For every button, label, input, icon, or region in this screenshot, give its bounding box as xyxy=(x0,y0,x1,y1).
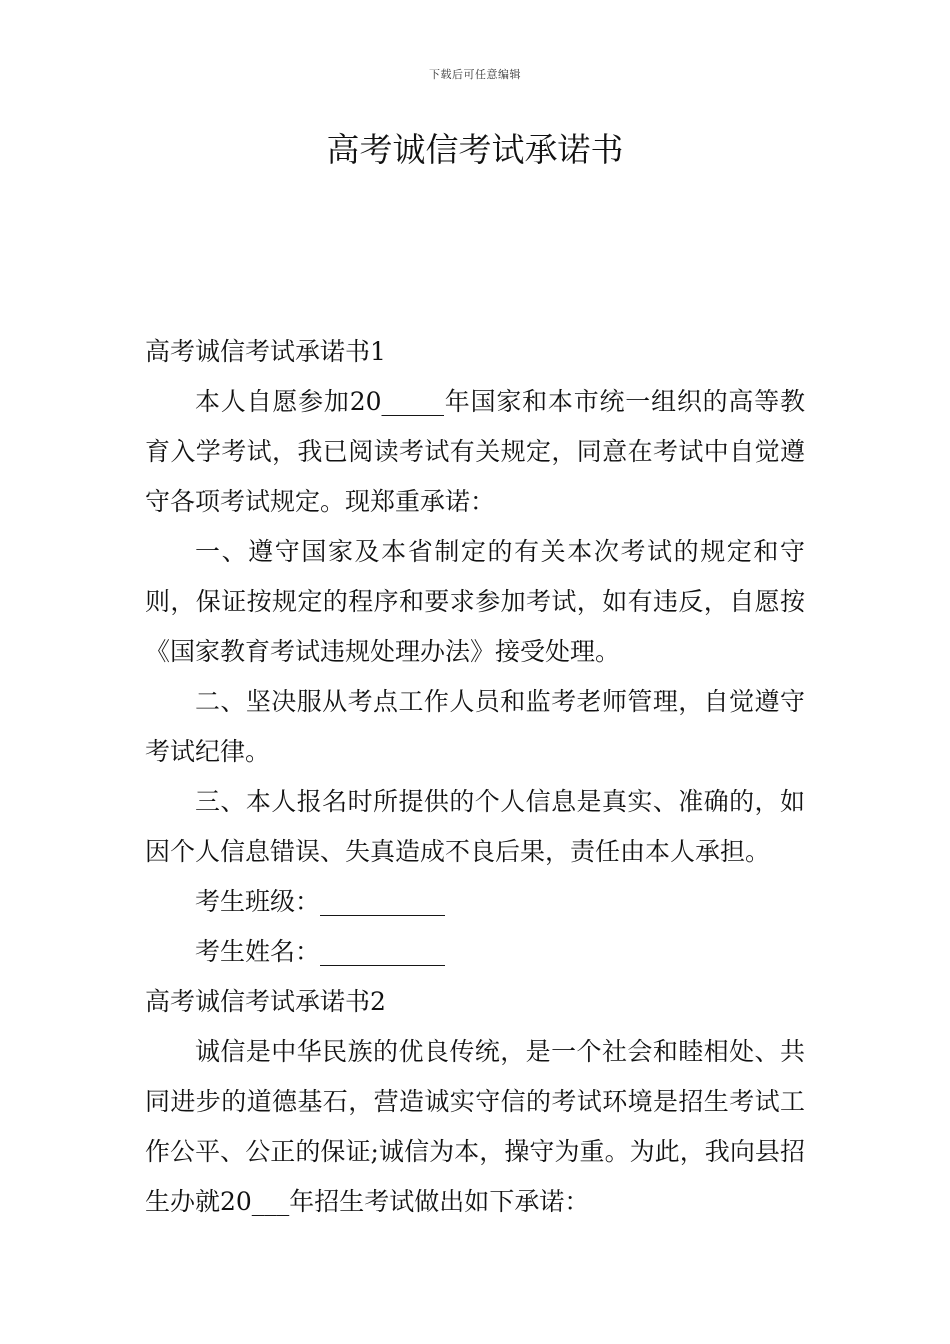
pledge-item-2: 二、坚决服从考点工作人员和监考老师管理，自觉遵守考试纪律。 xyxy=(145,687,805,766)
header-note: 下载后可任意编辑 xyxy=(429,68,521,81)
intro-paragraph: 本人自愿参加20_____年国家和本市统一组织的高等教育入学考试，我已阅读考试有关规定，同意在考试中自觉遵守各项考试规定。现郑重承诺： xyxy=(145,387,805,516)
class-field: 考生班级：__________ xyxy=(195,887,446,916)
section-heading-1: 高考诚信考试承诺书1 xyxy=(145,337,386,366)
intro-paragraph-2: 诚信是中华民族的优良传统，是一个社会和睦相处、共同进步的道德基石，营造诚实守信的考试环境是招生考试工作公平、公正的保证;诚信为本，操守为重。为此，我向县招生办就20___年招生考试做出如下承诺： xyxy=(145,1037,805,1216)
pledge-item-1: 一、遵守国家及本省制定的有关本次考试的规定和守则，保证按规定的程序和要求参加考试，如有违反，自愿按《国家教育考试违规处理办法》接受处理。 xyxy=(145,537,805,666)
document-title: 高考诚信考试承诺书 xyxy=(326,130,624,169)
section-heading-2: 高考诚信考试承诺书2 xyxy=(145,987,386,1016)
pledge-item-3: 三、本人报名时所提供的个人信息是真实、准确的，如因个人信息错误、失真造成不良后果，责任由本人承担。 xyxy=(145,787,805,866)
document-body xyxy=(145,327,805,1227)
name-field: 考生姓名：__________ xyxy=(195,937,446,966)
